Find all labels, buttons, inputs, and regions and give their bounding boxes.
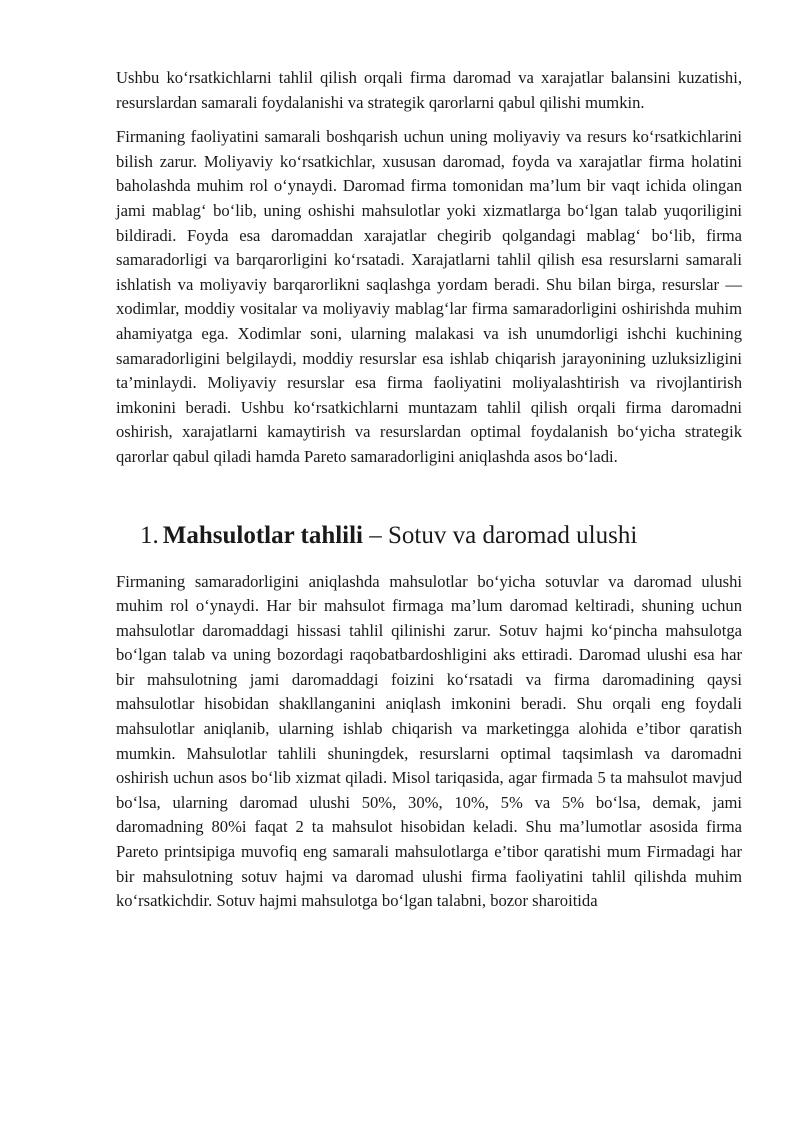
section-title-bold: Mahsulotlar tahlili [162,521,364,549]
paragraph-product-analysis: Firmaning samaradorligini aniqlashda mahsulotlar bo‘yicha sotuvlar va daromad ulushi muhim rol o‘ynaydi. Har bir mahsulot firmaga ma’lum daromad keltiradi, shuning uchun mahsulotlar daromaddagi hissasi tahlil qilinishi zarur. Sotuv hajmi ko‘pincha mahsulotga bo‘lgan talab va uning bozordagi raqobatbardoshligini aks ettiradi. Daromad ulushi esa har bir mahsulotning jami daromaddagi foizini ko‘rsatadi va firma daromadining qaysi mahsulotlar hisobidan shakllanganini aniqlash imkonini beradi. Shu orqali eng foydali mahsulotlar aniqlanib, ularning ishlab chiqarish va marketingga alohida e’tibor qaratish mumkin. Mahsulotlar tahlili shuningdek, resurslarni optimal taqsimlash va daromadni oshirish uchun asos bo‘lib xizmat qiladi. Misol tariqasida, agar firmada 5 ta mahsulot mavjud bo‘lsa, ularning daromad ulushi 50%, 30%, 10%, 5% va 5% bo‘lsa, demak, jami daromadning 80%i faqat 2 ta mahsulot hisobidan keladi. Shu ma’lumotlar asosida firma Pareto printsipiga muvofiq eng samarali mahsulotlarga e’tibor qaratishi mum Firmadagi har bir mahsulotning sotuv hajmi va daromad ulushi firma faoliyatini tahlil qilishda muhim ko‘rsatkichdir. Sotuv hajmi mahsulotga bo‘lgan talabni, bozor sharoitida [116,571,742,911]
paragraph-intro: Ushbu ko‘rsatkichlarni tahlil qilish orqali firma daromad va xarajatlar balansini kuzatishi, resurslardan samarali foydalanishi va strategik qarorlarni qabul qilishi mumkin. [116,68,742,112]
section-heading [140,520,742,552]
document-page [116,66,742,924]
section-title-rest: – Sotuv va daromad ulushi [363,521,638,549]
section-number: 1. [140,521,159,549]
paragraph-financial-indicators: Firmaning faoliyatini samarali boshqarish uchun uning moliyaviy va resurs ko‘rsatkichlarini bilish zarur. Moliyaviy ko‘rsatkichlar, xususan daromad, foyda va xarajatlar firma holatini baholashda muhim rol o‘ynaydi. Daromad firma tomonidan ma’lum bir vaqt ichida olingan jami mablag‘ bo‘lib, uning oshishi mahsulotlar yoki xizmatlarga bo‘lgan talab yuqoriligini bildiradi. Foyda esa daromaddan xarajatlar chegirib qolgandagi mablag‘ bo‘lib, firma samaradorligi va barqarorligini ko‘rsatadi. Xarajatlarni tahlil qilish esa resurslarni samarali ishlatish va moliyaviy barqarorlikni saqlashga yordam beradi. Shu bilan birga, resurslar — xodimlar, moddiy vositalar va moliyaviy mablag‘lar firma samaradorligini oshirishda muhim ahamiyatga ega. Xodimlar soni, ularning malakasi va ish unumdorligi ishchi kuchining samaradorligini belgilaydi, moddiy resurslar esa ishlab chiqarish jarayonining uzluksizligini ta’minlaydi. Moliyaviy resurslar esa firma faoliyatini moliyalashtirish va rivojlantirish imkonini beradi. Ushbu ko‘rsatkichlarni muntazam tahlil qilish orqali firma daromadni oshirish, xarajatlarni kamaytirish va resurslardan optimal foydalanish bo‘yicha strategik qarorlar qabul qiladi hamda Pareto samaradorligini aniqlashda asos bo‘ladi. [116,127,742,466]
